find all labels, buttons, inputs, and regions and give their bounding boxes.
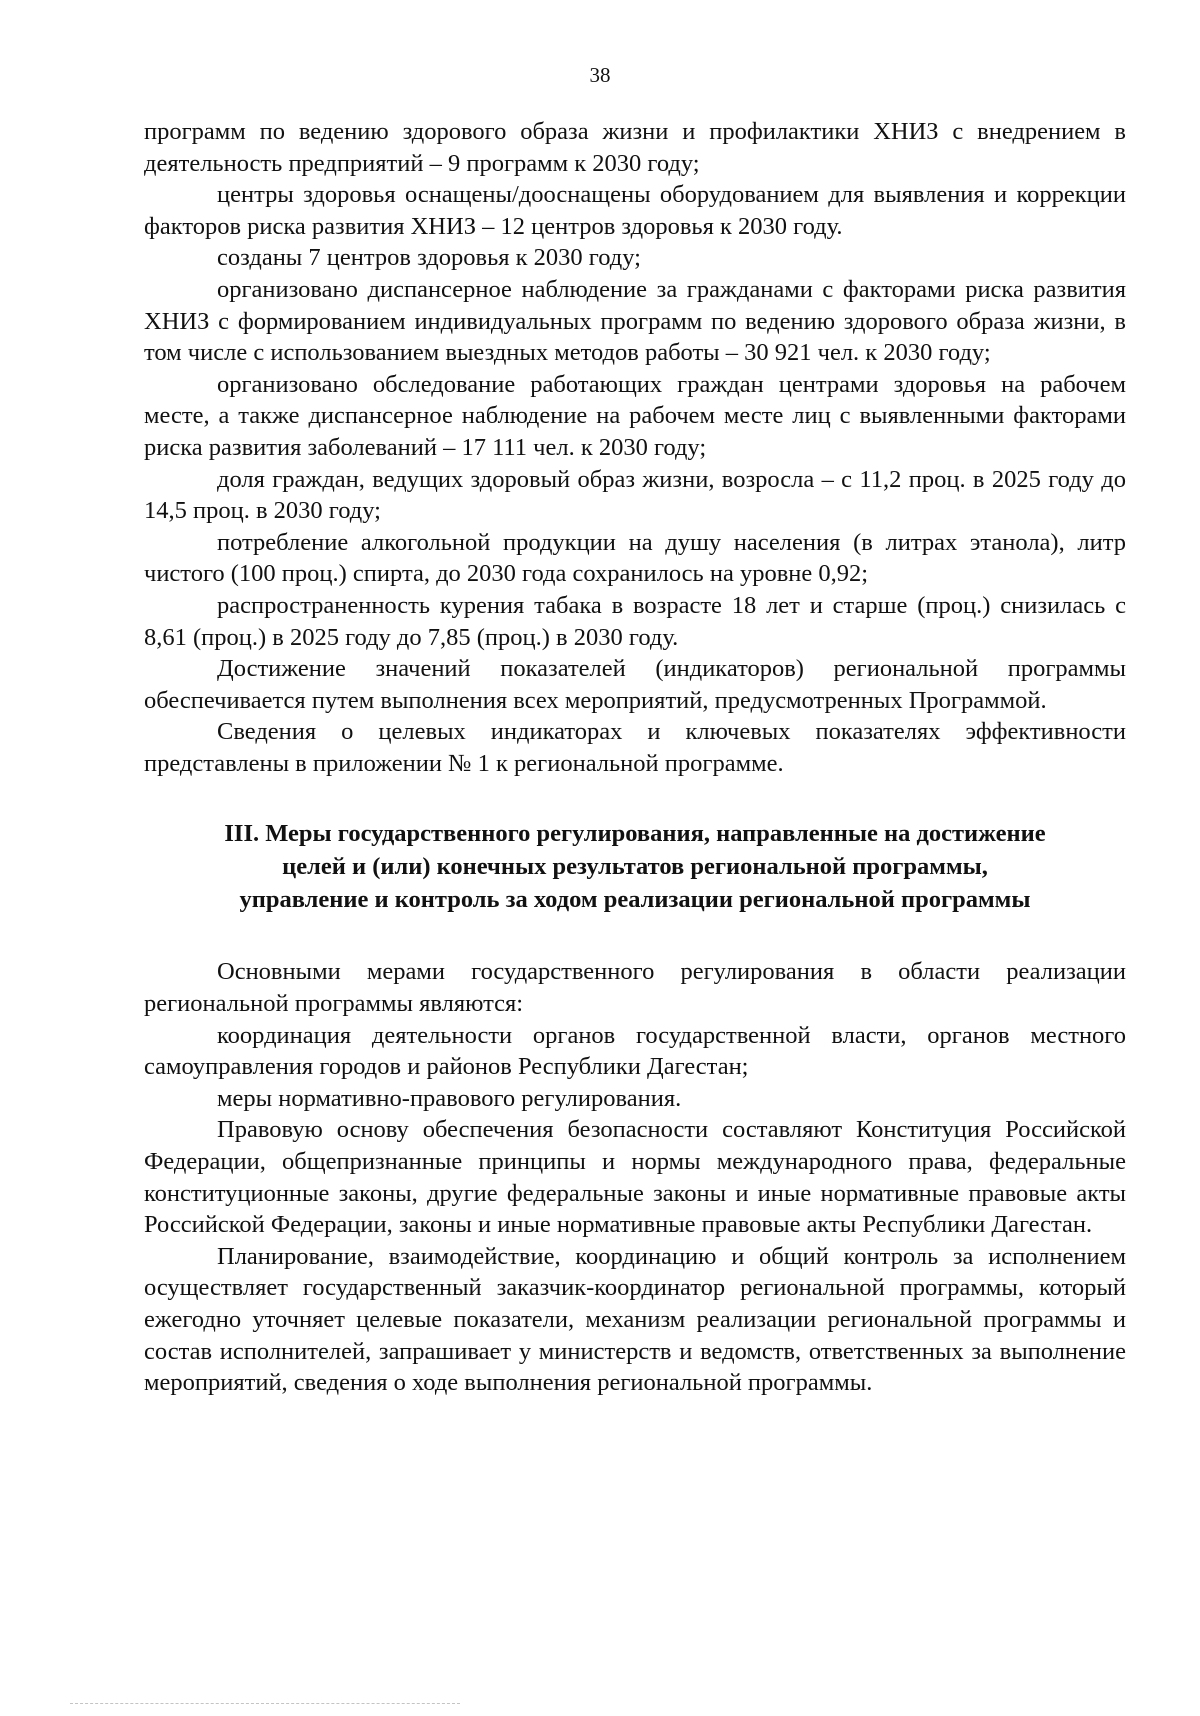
paragraphs-before-heading [144, 116, 1126, 779]
paragraphs-after-heading [144, 956, 1126, 1398]
paragraph: Достижение значений показателей (индикаторов) региональной программы обеспечивается путем выполнения всех мероприятий, предусмотренных Программой. [144, 655, 1126, 714]
paragraph: координация деятельности органов государственной власти, органов местного самоуправления городов и районов Республики Дагестан; [144, 1021, 1126, 1081]
section-heading [152, 817, 1118, 916]
section-heading-line-2: целей и (или) конечных результатов региональной программы, [282, 853, 988, 881]
paragraph: распространенность курения табака в возрасте 18 лет и старше (проц.) снизилась с 8,61 (проц.) в 2025 году до 7,85 (проц.) в 2030 году. [144, 591, 1126, 651]
section-heading-line-1: III. Меры государственного регулирования, направленные на достижение [224, 820, 1046, 848]
paragraph: потребление алкогольной продукции на душу населения (в литрах этанола), литр чистого (100 проц.) спирта, до 2030 года сохранилось на уровне 0,92; [144, 528, 1126, 588]
paragraph: центры здоровья оснащены/дооснащены оборудованием для выявления и коррекции факторов риска развития ХНИЗ – 12 центров здоровья к 2030 году. [144, 181, 1126, 240]
paragraph: Основными мерами государственного регулирования в области реализации региональной программы являются: [144, 958, 1126, 1018]
page-number: 38 [589, 63, 611, 87]
paragraph: доля граждан, ведущих здоровый образ жизни, возросла – с 11,2 проц. в 2025 году до 14,5 проц. в 2030 году; [144, 465, 1126, 525]
paragraph: программ по ведению здорового образа жизни и профилактики ХНИЗ с внедрением в деятельность предприятий – 9 программ к 2030 году; [144, 118, 1126, 177]
paragraph: организовано диспансерное наблюдение за гражданами с факторами риска развития ХНИЗ с формированием индивидуальных программ по ведению здорового образа жизни, в том числе с использованием выездных методов работы – 30 921 чел. к 2030 году; [144, 275, 1126, 367]
paragraph: Планирование, взаимодействие, координацию и общий контроль за исполнением осуществляет государственный заказчик-координатор региональной программы, который ежегодно уточняет целевые показатели, механизм реализации региональной программы и состав исполнителей, запрашивает у министерств и ведомств, ответственных за выполнение мероприятий, сведения о ходе выполнения региональной программы. [144, 1242, 1126, 1397]
paragraph: Сведения о целевых индикаторах и ключевых показателях эффективности представлены в приложении № 1 к региональной программе. [144, 718, 1126, 777]
paragraph: созданы 7 центров здоровья к 2030 году; [217, 244, 641, 272]
paragraph: меры нормативно-правового регулирования. [217, 1084, 682, 1112]
section-heading-line-3: управление и контроль за ходом реализации региональной программы [239, 886, 1031, 914]
paragraph: Правовую основу обеспечения безопасности составляют Конституция Российской Федерации, общепризнанные принципы и нормы международного права, федеральные конституционные законы, другие федеральные законы и иные нормативные правовые акты Российской Федерации, законы и иные нормативные правовые акты Республики Дагестан. [144, 1116, 1126, 1239]
paragraph: организовано обследование работающих граждан центрами здоровья на рабочем месте, а также диспансерное наблюдение на рабочем месте лиц с выявленными факторами риска развития заболеваний – 17 111 чел. к 2030 году; [144, 370, 1126, 461]
scan-edge-mark [70, 1703, 460, 1704]
document-body [144, 116, 1126, 1399]
